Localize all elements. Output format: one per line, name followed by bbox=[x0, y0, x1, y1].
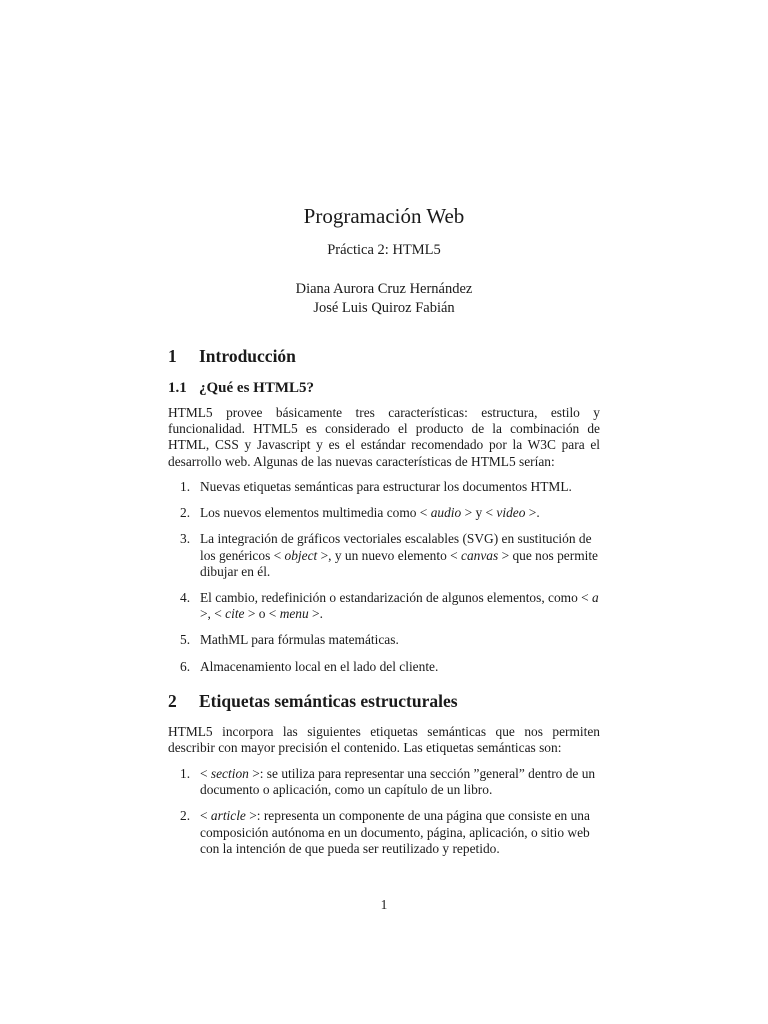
list-item-text: La integración de gráficos vectoriales escalables (SVG) en sustitución de los genéricos < bbox=[200, 531, 592, 563]
list-item-text: > que nos permite dibujar en él. bbox=[200, 547, 598, 579]
list-item-marker: 3. bbox=[180, 531, 191, 547]
list-item bbox=[168, 632, 600, 648]
document-subtitle: Práctica 2: HTML5 bbox=[327, 242, 441, 258]
list-item-marker: 1. bbox=[180, 479, 191, 494]
html5-features-list bbox=[168, 479, 600, 685]
list-item-marker: 2. bbox=[180, 808, 191, 824]
html-tag-name: section bbox=[210, 766, 249, 781]
list-item-text: Nuevas etiquetas semánticas para estructurar los documentos HTML. bbox=[200, 479, 572, 494]
html-tag-name: canvas bbox=[461, 547, 499, 563]
section-heading-introduccion bbox=[168, 346, 296, 367]
section-title: Etiquetas semánticas estructurales bbox=[199, 691, 458, 711]
list-item-text: >, y un nuevo elemento < bbox=[317, 547, 462, 563]
section-heading-etiquetas-semanticas bbox=[168, 691, 458, 712]
list-item-marker: 5. bbox=[180, 632, 191, 648]
subsection-number: 1.1 bbox=[168, 380, 187, 396]
list-item bbox=[168, 505, 600, 521]
list-item bbox=[168, 479, 600, 495]
document-title: Programación Web bbox=[303, 204, 465, 228]
list-item-marker: 6. bbox=[180, 658, 191, 674]
list-item-text: >. bbox=[525, 505, 540, 521]
list-item bbox=[168, 531, 600, 580]
html-tag-name: audio bbox=[430, 505, 462, 521]
intro-paragraph: HTML5 provee básicamente tres características: estructura, estilo y funcionalidad. HTML5 es considerado el producto de la combinación de HTML, CSS y Javascript y es el estándar recomendado por la W3C para el desarrollo web. Algunas de las nuevas características de HTML5 serían: bbox=[168, 405, 600, 469]
author-name: Diana Aurora Cruz Hernández bbox=[295, 281, 473, 297]
list-item-text: < bbox=[200, 766, 211, 781]
list-item-text: >, < bbox=[200, 606, 226, 622]
html-tag-name: cite bbox=[225, 606, 245, 622]
list-item-text: El cambio, redefinición o estandarización de algunos elementos, como < bbox=[200, 590, 593, 606]
list-item-text: > y < bbox=[461, 505, 497, 521]
list-item bbox=[168, 808, 600, 857]
section-title: Introducción bbox=[199, 346, 296, 366]
html-tag-name: a bbox=[592, 590, 599, 606]
list-item-text: MathML para fórmulas matemáticas. bbox=[200, 632, 399, 648]
list-item-text: >: se utiliza para representar una sección ”general” dentro de un documento o aplicación, como un capítulo de un libro. bbox=[200, 766, 596, 798]
html-tag-name: object bbox=[284, 547, 318, 563]
html-tag-name: menu bbox=[279, 606, 309, 622]
section-number: 2 bbox=[168, 691, 177, 711]
list-item bbox=[168, 766, 600, 798]
subsection-title: ¿Qué es HTML5? bbox=[199, 380, 314, 396]
list-item-marker: 2. bbox=[180, 505, 191, 521]
author-block bbox=[168, 280, 600, 318]
html-tag-name: video bbox=[496, 505, 526, 521]
semantic-tags-paragraph: HTML5 incorpora las siguientes etiquetas semánticas que nos permiten describir con mayor precisión el contenido. Las etiquetas semánticas son: bbox=[168, 724, 600, 756]
author-name: José Luis Quiroz Fabián bbox=[313, 300, 455, 316]
list-item-text: Los nuevos elementos multimedia como < bbox=[200, 505, 431, 521]
list-item-text: Almacenamiento local en el lado del cliente. bbox=[200, 658, 439, 674]
document-page bbox=[168, 0, 600, 1024]
page-number: 1 bbox=[380, 897, 388, 912]
list-item-marker: 1. bbox=[180, 766, 191, 781]
section-number: 1 bbox=[168, 346, 177, 366]
subsection-heading-que-es-html5 bbox=[168, 380, 314, 397]
list-item-text: > o < bbox=[244, 606, 280, 622]
list-item bbox=[168, 590, 600, 622]
semantic-tags-list bbox=[168, 766, 600, 867]
html-tag-name: article bbox=[210, 808, 246, 824]
list-item-text: >. bbox=[308, 606, 323, 622]
list-item-marker: 4. bbox=[180, 590, 191, 606]
list-item-text: >: representa un componente de una página que consiste en una composición autónoma en un documento, página, aplicación, o sitio web con la intención de que pueda ser reutilizado y repetido. bbox=[200, 808, 590, 856]
list-item bbox=[168, 659, 600, 675]
list-item-text: < bbox=[200, 808, 211, 824]
